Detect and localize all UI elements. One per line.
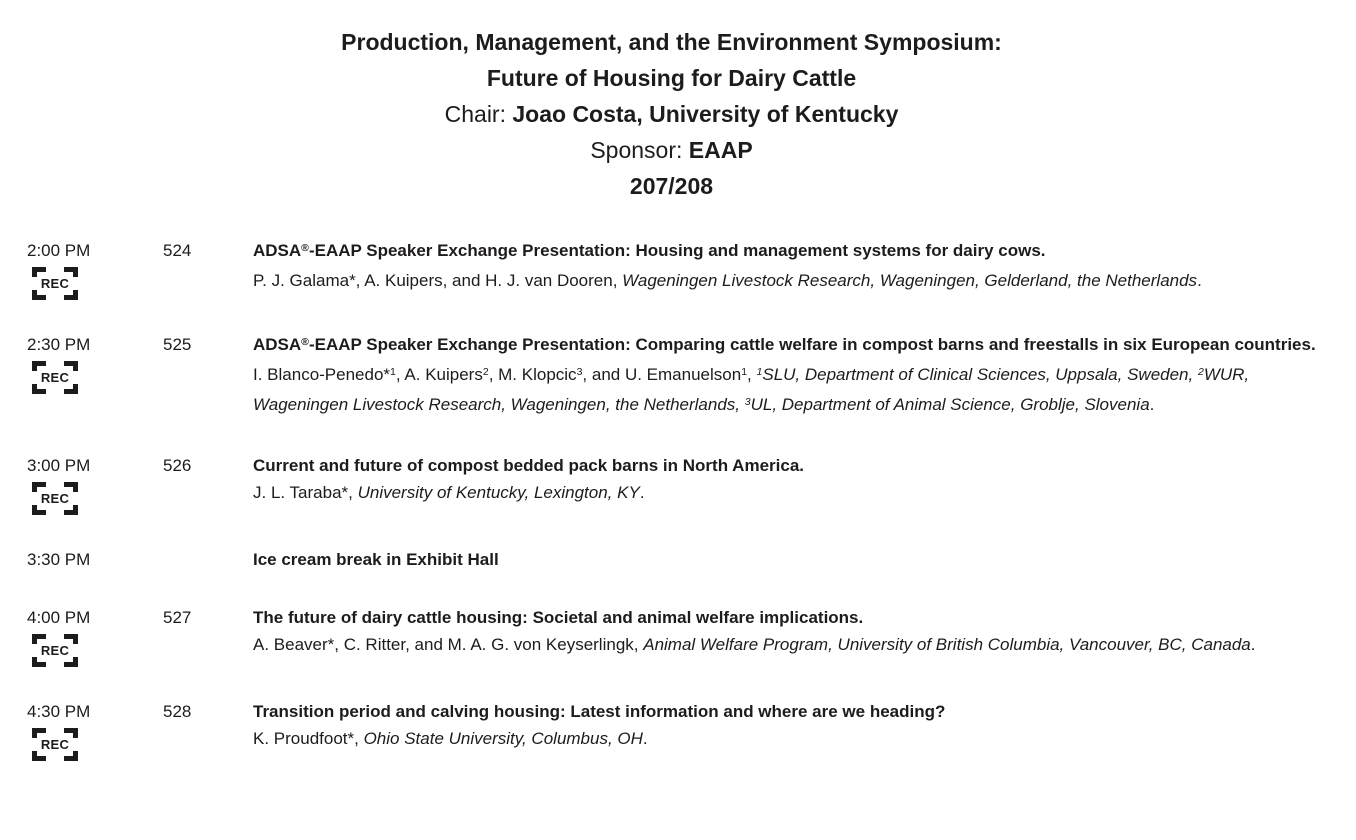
text-segment: ®: [301, 336, 309, 349]
session-number: 526: [163, 456, 192, 475]
rec-recorded-icon: [32, 361, 78, 394]
session-time-column: [27, 237, 163, 300]
text-segment: 2: [1197, 366, 1204, 379]
text-segment: A. Beaver*, C. Ritter, and M. A. G. von Keyserlingk,: [253, 635, 644, 654]
text-segment: .: [1250, 635, 1256, 654]
room-number: 207/208: [629, 173, 714, 199]
text-segment: .: [639, 483, 645, 502]
text-segment: 1: [741, 366, 748, 379]
session-title: [253, 331, 1316, 361]
session-title: [253, 237, 1316, 267]
session-time: 4:00 PM: [27, 608, 91, 627]
symposium-title-line-2: Future of Housing for Dairy Cattle: [486, 65, 857, 91]
session-row: [27, 452, 1316, 515]
session-time: 2:00 PM: [27, 241, 91, 260]
symposium-header: [27, 24, 1316, 204]
text-segment: WUR, Wageningen Livestock Research, Wageningen, the Netherlands,: [253, 365, 1250, 414]
chair-line: [27, 96, 1316, 132]
session-authors: [253, 725, 1316, 752]
text-segment: .: [642, 729, 648, 748]
text-segment: ,: [747, 365, 757, 384]
sponsor-line: [27, 132, 1316, 168]
session-time-column: [27, 546, 163, 573]
text-segment: , M. Klopcic: [488, 365, 577, 384]
session-time-column: [27, 331, 163, 421]
text-segment: Current and future of compost bedded pack barns in North America.: [253, 456, 804, 475]
text-segment: UL, Department of Animal Science, Groblje, Slovenia: [750, 395, 1150, 414]
session-authors: [253, 631, 1316, 658]
text-segment: ADSA: [253, 241, 302, 260]
text-segment: Animal Welfare Program, University of British Columbia, Vancouver, BC, Canada: [643, 635, 1251, 654]
text-segment: University of Kentucky, Lexington, KY: [357, 483, 640, 502]
text-segment: Ohio State University, Columbus, OH: [363, 729, 643, 748]
session-time-column: [27, 452, 163, 515]
session-number: 524: [163, 241, 192, 260]
session-row: [27, 604, 1316, 667]
text-segment: 1: [756, 366, 763, 379]
session-title: [253, 604, 1316, 631]
text-segment: J. L. Taraba*,: [253, 483, 358, 502]
text-segment: ®: [301, 242, 309, 255]
session-authors: [253, 267, 1316, 294]
session-row: [27, 331, 1316, 421]
rec-recorded-icon: [32, 482, 78, 515]
text-segment: The future of dairy cattle housing: Societal and animal welfare implications.: [253, 608, 864, 627]
text-segment: SLU, Department of Clinical Sciences, Uppsala, Sweden,: [762, 365, 1198, 384]
chair-label: Chair:: [444, 101, 513, 127]
text-segment: -EAAP Speaker Exchange Presentation: Housing and management systems for dairy cows.: [308, 241, 1046, 260]
text-segment: -EAAP Speaker Exchange Presentation: Comparing cattle welfare in compost barns and freestalls in six European countries.: [308, 335, 1316, 354]
sponsor-label: Sponsor:: [590, 137, 689, 163]
session-number: 527: [163, 608, 192, 627]
sponsor-name: EAAP: [688, 137, 753, 163]
session-title: [253, 546, 1316, 573]
session-number: 525: [163, 335, 192, 354]
rec-icon-label: REC: [40, 275, 70, 291]
session-content: [253, 698, 1316, 761]
text-segment: Ice cream break in Exhibit Hall: [253, 550, 499, 569]
text-segment: I. Blanco-Penedo*: [253, 365, 391, 384]
chair-name: Joao Costa, University of Kentucky: [512, 101, 899, 127]
session-content: [253, 604, 1316, 667]
rec-recorded-icon: [32, 728, 78, 761]
session-row: [27, 546, 1316, 573]
session-title: [253, 452, 1316, 479]
session-content: [253, 237, 1316, 300]
session-content: [253, 546, 1316, 573]
rec-icon-label: REC: [40, 490, 70, 506]
text-segment: Transition period and calving housing: Latest information and where are we heading?: [253, 702, 946, 721]
session-authors: [253, 361, 1316, 421]
rec-recorded-icon: [32, 634, 78, 667]
session-title: [253, 698, 1316, 725]
session-list: [27, 237, 1316, 761]
text-segment: .: [1197, 271, 1202, 290]
session-content: [253, 452, 1316, 515]
session-time: 3:30 PM: [27, 550, 91, 569]
text-segment: , A. Kuipers: [395, 365, 483, 384]
session-row: [27, 237, 1316, 300]
symposium-title-line-1: Production, Management, and the Environment Symposium:: [341, 29, 1002, 55]
session-time: 2:30 PM: [27, 335, 91, 354]
session-row: [27, 698, 1316, 761]
rec-recorded-icon: [32, 267, 78, 300]
text-segment: ADSA: [253, 335, 302, 354]
text-segment: K. Proudfoot*,: [253, 729, 364, 748]
text-segment: , and U. Emanuelson: [582, 365, 742, 384]
session-time-column: [27, 604, 163, 667]
text-segment: .: [1149, 395, 1155, 414]
text-segment: 3: [576, 366, 583, 379]
session-number: 528: [163, 702, 192, 721]
rec-icon-label: REC: [40, 736, 70, 752]
text-segment: 1: [390, 366, 396, 379]
session-content: [253, 331, 1316, 421]
session-time-column: [27, 698, 163, 761]
text-segment: 2: [482, 366, 489, 379]
session-time: 4:30 PM: [27, 702, 91, 721]
session-time: 3:00 PM: [27, 456, 91, 475]
text-segment: Wageningen Livestock Research, Wageningen, Gelderland, the Netherlands: [622, 271, 1198, 290]
rec-icon-label: REC: [40, 369, 70, 385]
rec-icon-label: REC: [40, 642, 70, 658]
session-number: [163, 546, 253, 573]
text-segment: P. J. Galama*, A. Kuipers, and H. J. van Dooren,: [253, 271, 623, 290]
session-authors: [253, 479, 1316, 506]
text-segment: 3: [744, 396, 751, 409]
